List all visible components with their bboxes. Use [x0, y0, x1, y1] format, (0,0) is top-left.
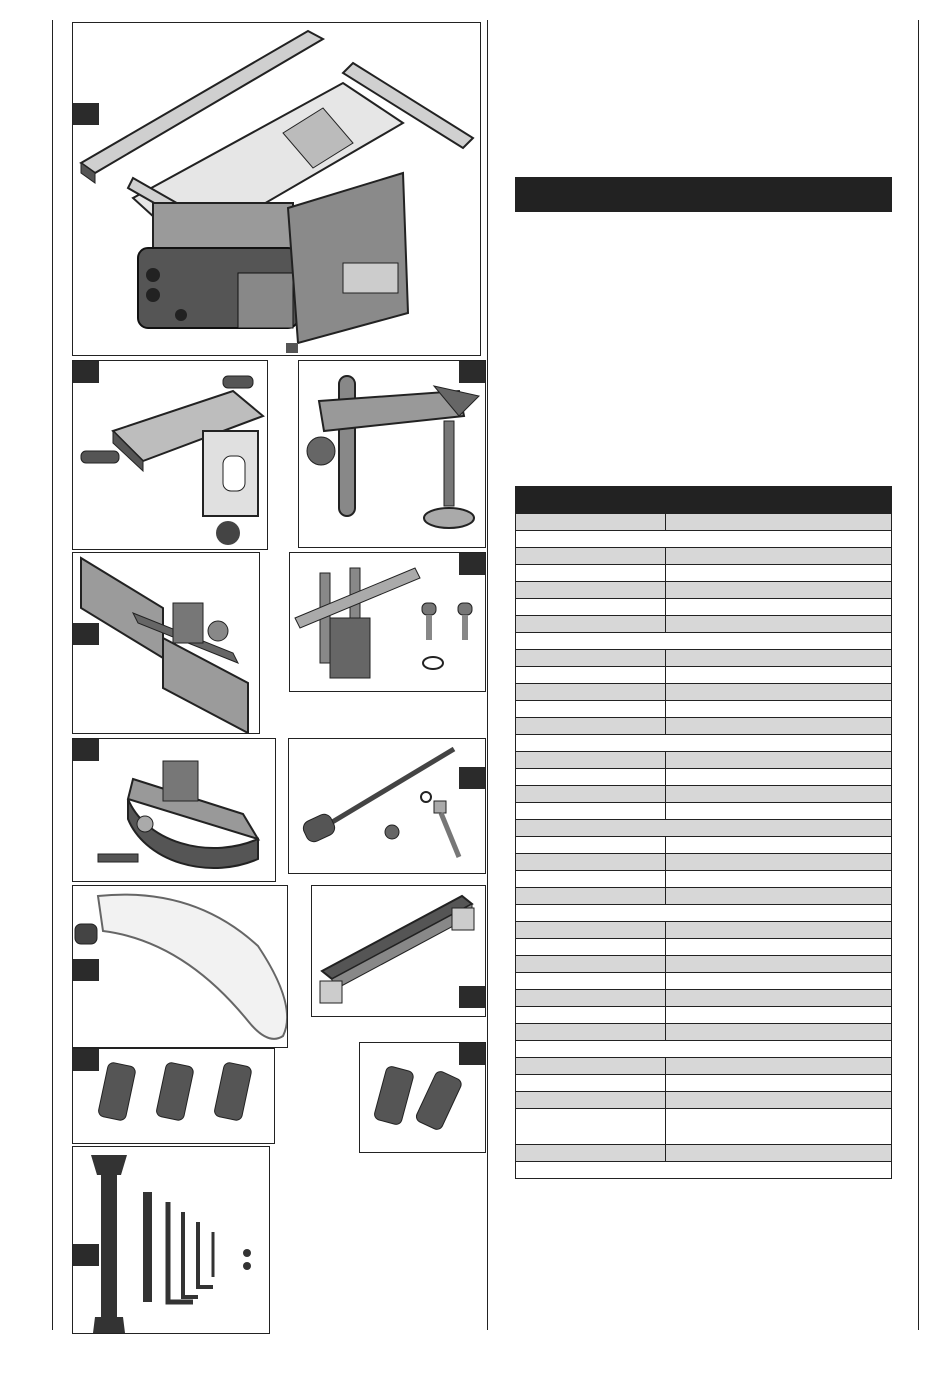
- spec-table-row: [516, 1074, 891, 1091]
- spec-table-row: [516, 972, 891, 989]
- panel-badge: [73, 361, 99, 383]
- spec-section-cell: [516, 531, 891, 547]
- spec-value-cell: [666, 514, 891, 530]
- spec-value-cell: [666, 650, 891, 666]
- spec-label-cell: [516, 990, 666, 1006]
- spec-table-row: [516, 819, 891, 836]
- spec-label-cell: [516, 1058, 666, 1074]
- spec-table-row: [516, 1006, 891, 1023]
- spec-value-cell: [666, 599, 891, 615]
- spec-label-cell: [516, 565, 666, 581]
- spec-table-row: [516, 955, 891, 972]
- blade-guard-illustration: [73, 886, 288, 1048]
- spec-value-cell: [666, 582, 891, 598]
- spec-table-row: [516, 1057, 891, 1074]
- panel-badge: [73, 1244, 99, 1266]
- spec-label-cell: [516, 786, 666, 802]
- panel-badge: [459, 986, 485, 1008]
- panel-collet-set-2: [359, 1042, 486, 1153]
- spec-label-cell: [516, 582, 666, 598]
- panel-support-rail: [311, 885, 486, 1017]
- panel-rip-fence: [72, 552, 260, 734]
- saw-table-illustration: [73, 23, 481, 356]
- left-margin-line: [52, 20, 53, 1330]
- spec-label-cell: [516, 769, 666, 785]
- tool-set-illustration: [73, 1147, 270, 1334]
- spec-value-cell: [666, 684, 891, 700]
- spec-value-cell: [666, 769, 891, 785]
- panel-sliding-carriage: [72, 360, 268, 550]
- spec-value-cell: [666, 752, 891, 768]
- spec-section-cell: [516, 820, 891, 836]
- panel-collet-set-3: [72, 1048, 275, 1144]
- center-divider-line: [487, 20, 488, 1330]
- spec-value-cell: [666, 565, 891, 581]
- spec-label-cell: [516, 1007, 666, 1023]
- spec-value-cell: [666, 956, 891, 972]
- spec-label-cell: [516, 701, 666, 717]
- spec-value-cell: [666, 803, 891, 819]
- spec-label-cell: [516, 854, 666, 870]
- spec-value-cell: [666, 1145, 891, 1161]
- spec-label-cell: [516, 667, 666, 683]
- spec-table-row: [516, 615, 891, 632]
- panel-badge: [459, 361, 485, 383]
- spec-value-cell: [666, 888, 891, 904]
- spec-table-row: [516, 598, 891, 615]
- spec-value-cell: [666, 990, 891, 1006]
- spec-section-cell: [516, 905, 891, 921]
- panel-extension-rod-set: [288, 738, 486, 874]
- spec-table-row: [516, 564, 891, 581]
- spec-label-cell: [516, 616, 666, 632]
- spec-table-row: [516, 1091, 891, 1108]
- right-margin-line: [918, 20, 919, 1330]
- panel-tool-set: [72, 1146, 270, 1334]
- spec-label-cell: [516, 684, 666, 700]
- spec-label-cell: [516, 514, 666, 530]
- spec-value-cell: [666, 548, 891, 564]
- spec-label-cell: [516, 1024, 666, 1040]
- guide-holder-set-illustration: [290, 553, 486, 692]
- spec-table-row: [516, 1108, 891, 1144]
- panel-saw-table-unit: [72, 22, 481, 356]
- spec-label-cell: [516, 599, 666, 615]
- spec-value-cell: [666, 701, 891, 717]
- spec-section-cell: [516, 735, 891, 751]
- spec-label-cell: [516, 956, 666, 972]
- panel-badge: [73, 739, 99, 761]
- spec-table-header: [516, 487, 891, 513]
- panel-guide-holder-set: [289, 552, 486, 692]
- spec-table-body: [516, 513, 891, 1178]
- spec-table-row: [516, 547, 891, 564]
- panel-badge: [73, 959, 99, 981]
- spec-value-cell: [666, 616, 891, 632]
- rip-fence-illustration: [73, 553, 260, 734]
- spec-label-cell: [516, 752, 666, 768]
- spec-table-row: [516, 632, 891, 649]
- spec-table-row: [516, 717, 891, 734]
- spec-value-cell: [666, 1109, 891, 1144]
- spec-table-row: [516, 853, 891, 870]
- section-title-bar: [515, 177, 892, 212]
- spec-value-cell: [666, 973, 891, 989]
- spec-section-cell: [516, 1041, 891, 1057]
- spec-value-cell: [666, 1092, 891, 1108]
- spec-table-row: [516, 666, 891, 683]
- spec-table-row: [516, 785, 891, 802]
- spec-table-row: [516, 1144, 891, 1161]
- spec-table-row: [516, 751, 891, 768]
- spec-label-cell: [516, 650, 666, 666]
- spec-table-row: [516, 870, 891, 887]
- spec-table-row: [516, 938, 891, 955]
- spec-table-row: [516, 802, 891, 819]
- spec-table-row: [516, 581, 891, 598]
- panel-badge: [459, 1043, 485, 1065]
- collet-set-3-illustration: [73, 1049, 275, 1144]
- spec-value-cell: [666, 871, 891, 887]
- spec-value-cell: [666, 1075, 891, 1091]
- spec-table-row: [516, 1023, 891, 1040]
- spec-label-cell: [516, 803, 666, 819]
- spec-label-cell: [516, 1075, 666, 1091]
- spec-label-cell: [516, 718, 666, 734]
- spec-table-row: [516, 887, 891, 904]
- extension-rod-set-illustration: [289, 739, 486, 874]
- spec-table-row: [516, 1161, 891, 1178]
- panel-badge: [459, 767, 485, 789]
- spec-value-cell: [666, 837, 891, 853]
- spec-table-row: [516, 904, 891, 921]
- spec-table-row: [516, 734, 891, 751]
- spec-value-cell: [666, 718, 891, 734]
- spec-label-cell: [516, 939, 666, 955]
- spec-value-cell: [666, 1024, 891, 1040]
- spec-value-cell: [666, 922, 891, 938]
- mitre-gauge-illustration: [73, 739, 276, 882]
- spec-label-cell: [516, 1092, 666, 1108]
- panel-badge: [73, 1049, 99, 1071]
- spec-label-cell: [516, 837, 666, 853]
- spec-value-cell: [666, 939, 891, 955]
- spec-table-row: [516, 921, 891, 938]
- spec-value-cell: [666, 854, 891, 870]
- spec-label-cell: [516, 922, 666, 938]
- spec-table-row: [516, 836, 891, 853]
- sliding-carriage-illustration: [73, 361, 268, 550]
- spec-value-cell: [666, 1058, 891, 1074]
- spec-table-row: [516, 683, 891, 700]
- panel-badge: [459, 553, 485, 575]
- spec-table-row: [516, 768, 891, 785]
- spec-table-row: [516, 530, 891, 547]
- spec-label-cell: [516, 1109, 666, 1144]
- panel-blade-guard: [72, 885, 288, 1048]
- spec-label-cell: [516, 1145, 666, 1161]
- spec-value-cell: [666, 786, 891, 802]
- spec-section-cell: [516, 1162, 891, 1178]
- spec-section-cell: [516, 633, 891, 649]
- panel-mitre-gauge: [72, 738, 276, 882]
- spec-table-row: [516, 649, 891, 666]
- spec-table-row: [516, 700, 891, 717]
- panel-badge: [73, 623, 99, 645]
- panel-badge: [73, 103, 99, 125]
- spec-table-row: [516, 989, 891, 1006]
- spec-table-row: [516, 513, 891, 530]
- spec-label-cell: [516, 973, 666, 989]
- spec-table: [515, 486, 892, 1179]
- panel-hold-down-clamp: [298, 360, 486, 548]
- spec-value-cell: [666, 667, 891, 683]
- spec-table-row: [516, 1040, 891, 1057]
- spec-label-cell: [516, 548, 666, 564]
- spec-value-cell: [666, 1007, 891, 1023]
- spec-label-cell: [516, 871, 666, 887]
- hold-down-clamp-illustration: [299, 361, 486, 548]
- spec-label-cell: [516, 888, 666, 904]
